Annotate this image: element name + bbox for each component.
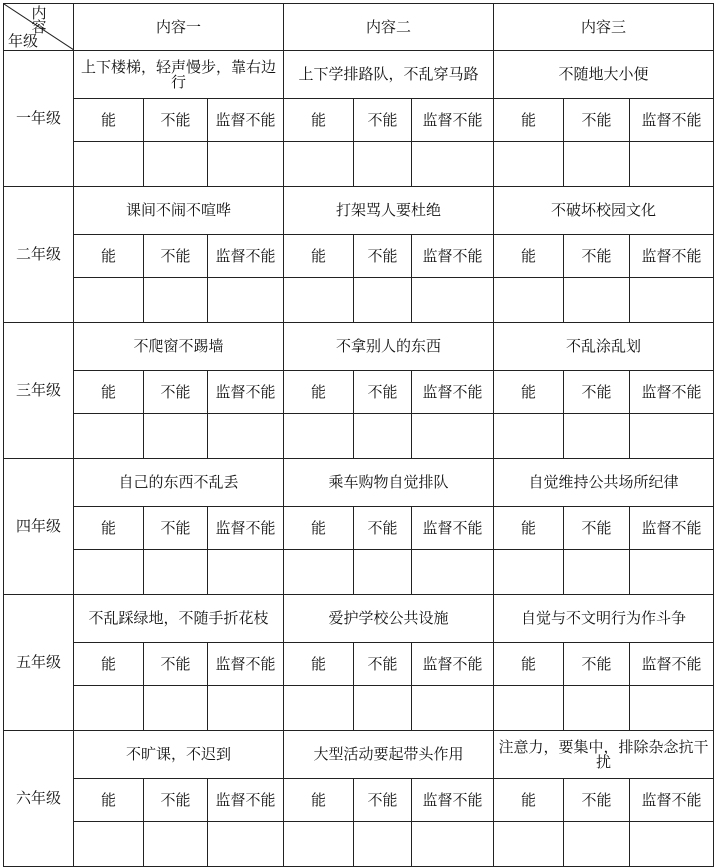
- answer-cell[interactable]: [144, 822, 208, 867]
- option-cannot-label: 不能: [564, 507, 630, 550]
- answer-cell[interactable]: [564, 414, 630, 459]
- answer-row: [4, 278, 714, 323]
- answer-cell[interactable]: [284, 686, 354, 731]
- option-cannot-label: 不能: [354, 643, 412, 686]
- option-cannot-label: 不能: [564, 371, 630, 414]
- option-label-row: [4, 371, 714, 414]
- option-can-label: 能: [494, 643, 564, 686]
- answer-cell[interactable]: [74, 550, 144, 595]
- answer-cell[interactable]: [412, 822, 494, 867]
- option-can-label: 能: [74, 371, 144, 414]
- corner-content-label: 内容: [31, 4, 47, 36]
- option-can-label: 能: [494, 235, 564, 278]
- option-supervised-cannot-label: 监督不能: [630, 99, 714, 142]
- answer-cell[interactable]: [412, 414, 494, 459]
- column-header-content-2: 内容二: [284, 4, 494, 51]
- behavior-item-text: 注意力，要集中，排除杂念抗干扰: [494, 731, 714, 779]
- answer-cell[interactable]: [74, 142, 144, 187]
- answer-cell[interactable]: [494, 686, 564, 731]
- answer-cell[interactable]: [564, 278, 630, 323]
- answer-cell[interactable]: [494, 414, 564, 459]
- answer-cell[interactable]: [412, 142, 494, 187]
- option-supervised-cannot-label: 监督不能: [630, 779, 714, 822]
- option-cannot-label: 不能: [564, 99, 630, 142]
- option-label-row: [4, 643, 714, 686]
- answer-cell[interactable]: [494, 142, 564, 187]
- option-label-row: [4, 779, 714, 822]
- answer-cell[interactable]: [494, 822, 564, 867]
- option-supervised-cannot-label: 监督不能: [208, 371, 284, 414]
- option-can-label: 能: [494, 507, 564, 550]
- answer-cell[interactable]: [564, 822, 630, 867]
- behavior-item-text: 不爬窗不踢墙: [74, 323, 284, 371]
- option-cannot-label: 不能: [144, 779, 208, 822]
- answer-cell[interactable]: [74, 822, 144, 867]
- answer-cell[interactable]: [208, 822, 284, 867]
- option-cannot-label: 不能: [144, 371, 208, 414]
- option-cannot-label: 不能: [354, 371, 412, 414]
- answer-cell[interactable]: [630, 142, 714, 187]
- option-can-label: 能: [74, 507, 144, 550]
- answer-cell[interactable]: [144, 550, 208, 595]
- answer-cell[interactable]: [412, 278, 494, 323]
- grade-item-row: [4, 595, 714, 643]
- grade-item-row: [4, 51, 714, 99]
- option-label-row: [4, 507, 714, 550]
- behavior-item-text: 不拿别人的东西: [284, 323, 494, 371]
- answer-cell[interactable]: [74, 414, 144, 459]
- behavior-item-text: 大型活动要起带头作用: [284, 731, 494, 779]
- option-cannot-label: 不能: [144, 235, 208, 278]
- answer-cell[interactable]: [354, 278, 412, 323]
- option-cannot-label: 不能: [564, 643, 630, 686]
- grade-item-row: [4, 187, 714, 235]
- answer-cell[interactable]: [564, 686, 630, 731]
- answer-cell[interactable]: [284, 550, 354, 595]
- answer-cell[interactable]: [208, 686, 284, 731]
- option-supervised-cannot-label: 监督不能: [208, 235, 284, 278]
- answer-cell[interactable]: [412, 550, 494, 595]
- answer-cell[interactable]: [208, 278, 284, 323]
- behavior-item-text: 不随地大小便: [494, 51, 714, 99]
- option-supervised-cannot-label: 监督不能: [412, 507, 494, 550]
- answer-cell[interactable]: [564, 550, 630, 595]
- answer-cell[interactable]: [208, 142, 284, 187]
- answer-cell[interactable]: [354, 822, 412, 867]
- answer-cell[interactable]: [630, 414, 714, 459]
- option-cannot-label: 不能: [144, 99, 208, 142]
- answer-cell[interactable]: [494, 278, 564, 323]
- behavior-item-text: 打架骂人要杜绝: [284, 187, 494, 235]
- option-can-label: 能: [74, 779, 144, 822]
- option-can-label: 能: [284, 779, 354, 822]
- column-header-content-3: 内容三: [494, 4, 714, 51]
- option-cannot-label: 不能: [144, 507, 208, 550]
- answer-cell[interactable]: [144, 686, 208, 731]
- grade-label: 六年级: [4, 731, 74, 867]
- option-cannot-label: 不能: [564, 779, 630, 822]
- behavior-item-text: 乘车购物自觉排队: [284, 459, 494, 507]
- option-can-label: 能: [74, 99, 144, 142]
- answer-cell[interactable]: [74, 278, 144, 323]
- option-label-row: [4, 99, 714, 142]
- answer-cell[interactable]: [144, 278, 208, 323]
- option-supervised-cannot-label: 监督不能: [630, 235, 714, 278]
- header-row: [4, 4, 714, 51]
- grade-item-row: [4, 459, 714, 507]
- option-cannot-label: 不能: [354, 235, 412, 278]
- behavior-item-text: 自己的东西不乱丢: [74, 459, 284, 507]
- answer-row: [4, 686, 714, 731]
- behavior-item-text: 上下学排路队，不乱穿马路: [284, 51, 494, 99]
- answer-cell[interactable]: [630, 278, 714, 323]
- option-supervised-cannot-label: 监督不能: [412, 235, 494, 278]
- grade-label: 三年级: [4, 323, 74, 459]
- answer-cell[interactable]: [630, 550, 714, 595]
- option-supervised-cannot-label: 监督不能: [208, 99, 284, 142]
- answer-cell[interactable]: [208, 414, 284, 459]
- answer-cell[interactable]: [284, 278, 354, 323]
- answer-cell[interactable]: [208, 550, 284, 595]
- option-cannot-label: 不能: [354, 507, 412, 550]
- option-cannot-label: 不能: [354, 99, 412, 142]
- answer-cell[interactable]: [494, 550, 564, 595]
- behavior-item-text: 爱护学校公共设施: [284, 595, 494, 643]
- answer-cell[interactable]: [74, 686, 144, 731]
- option-can-label: 能: [284, 371, 354, 414]
- answer-cell[interactable]: [284, 142, 354, 187]
- option-supervised-cannot-label: 监督不能: [630, 643, 714, 686]
- option-label-row: [4, 235, 714, 278]
- grade-label: 五年级: [4, 595, 74, 731]
- corner-grade-label: 年级: [8, 32, 39, 50]
- option-supervised-cannot-label: 监督不能: [412, 371, 494, 414]
- option-cannot-label: 不能: [354, 779, 412, 822]
- answer-cell[interactable]: [630, 822, 714, 867]
- option-can-label: 能: [284, 235, 354, 278]
- option-supervised-cannot-label: 监督不能: [208, 507, 284, 550]
- answer-row: [4, 142, 714, 187]
- option-can-label: 能: [284, 643, 354, 686]
- option-supervised-cannot-label: 监督不能: [412, 99, 494, 142]
- behavior-item-text: 自觉维持公共场所纪律: [494, 459, 714, 507]
- behavior-item-text: 不乱踩绿地，不随手折花枝: [74, 595, 284, 643]
- behavior-checklist-table: [3, 3, 714, 867]
- grade-item-row: [4, 323, 714, 371]
- option-can-label: 能: [74, 643, 144, 686]
- option-can-label: 能: [284, 99, 354, 142]
- option-supervised-cannot-label: 监督不能: [630, 371, 714, 414]
- behavior-item-text: 自觉与不文明行为作斗争: [494, 595, 714, 643]
- grade-label: 四年级: [4, 459, 74, 595]
- option-supervised-cannot-label: 监督不能: [412, 643, 494, 686]
- answer-row: [4, 414, 714, 459]
- option-supervised-cannot-label: 监督不能: [630, 507, 714, 550]
- behavior-item-text: 课间不闹不喧哗: [74, 187, 284, 235]
- option-supervised-cannot-label: 监督不能: [208, 779, 284, 822]
- option-can-label: 能: [494, 371, 564, 414]
- answer-cell[interactable]: [564, 142, 630, 187]
- answer-row: [4, 550, 714, 595]
- answer-row: [4, 822, 714, 867]
- answer-cell[interactable]: [284, 414, 354, 459]
- answer-cell[interactable]: [630, 686, 714, 731]
- grade-label: 二年级: [4, 187, 74, 323]
- option-cannot-label: 不能: [144, 643, 208, 686]
- option-supervised-cannot-label: 监督不能: [208, 643, 284, 686]
- behavior-item-text: 不破坏校园文化: [494, 187, 714, 235]
- answer-cell[interactable]: [354, 414, 412, 459]
- answer-cell[interactable]: [144, 142, 208, 187]
- grade-item-row: [4, 731, 714, 779]
- option-can-label: 能: [494, 779, 564, 822]
- answer-cell[interactable]: [284, 822, 354, 867]
- corner-header-cell: [4, 4, 74, 51]
- column-header-content-1: 内容一: [74, 4, 284, 51]
- answer-cell[interactable]: [412, 686, 494, 731]
- behavior-item-text: 上下楼梯，轻声慢步，靠右边行: [74, 51, 284, 99]
- option-can-label: 能: [284, 507, 354, 550]
- behavior-item-text: 不乱涂乱划: [494, 323, 714, 371]
- answer-cell[interactable]: [354, 686, 412, 731]
- answer-cell[interactable]: [144, 414, 208, 459]
- option-can-label: 能: [74, 235, 144, 278]
- answer-cell[interactable]: [354, 550, 412, 595]
- behavior-item-text: 不旷课，不迟到: [74, 731, 284, 779]
- answer-cell[interactable]: [354, 142, 412, 187]
- option-supervised-cannot-label: 监督不能: [412, 779, 494, 822]
- grade-label: 一年级: [4, 51, 74, 187]
- option-can-label: 能: [494, 99, 564, 142]
- option-cannot-label: 不能: [564, 235, 630, 278]
